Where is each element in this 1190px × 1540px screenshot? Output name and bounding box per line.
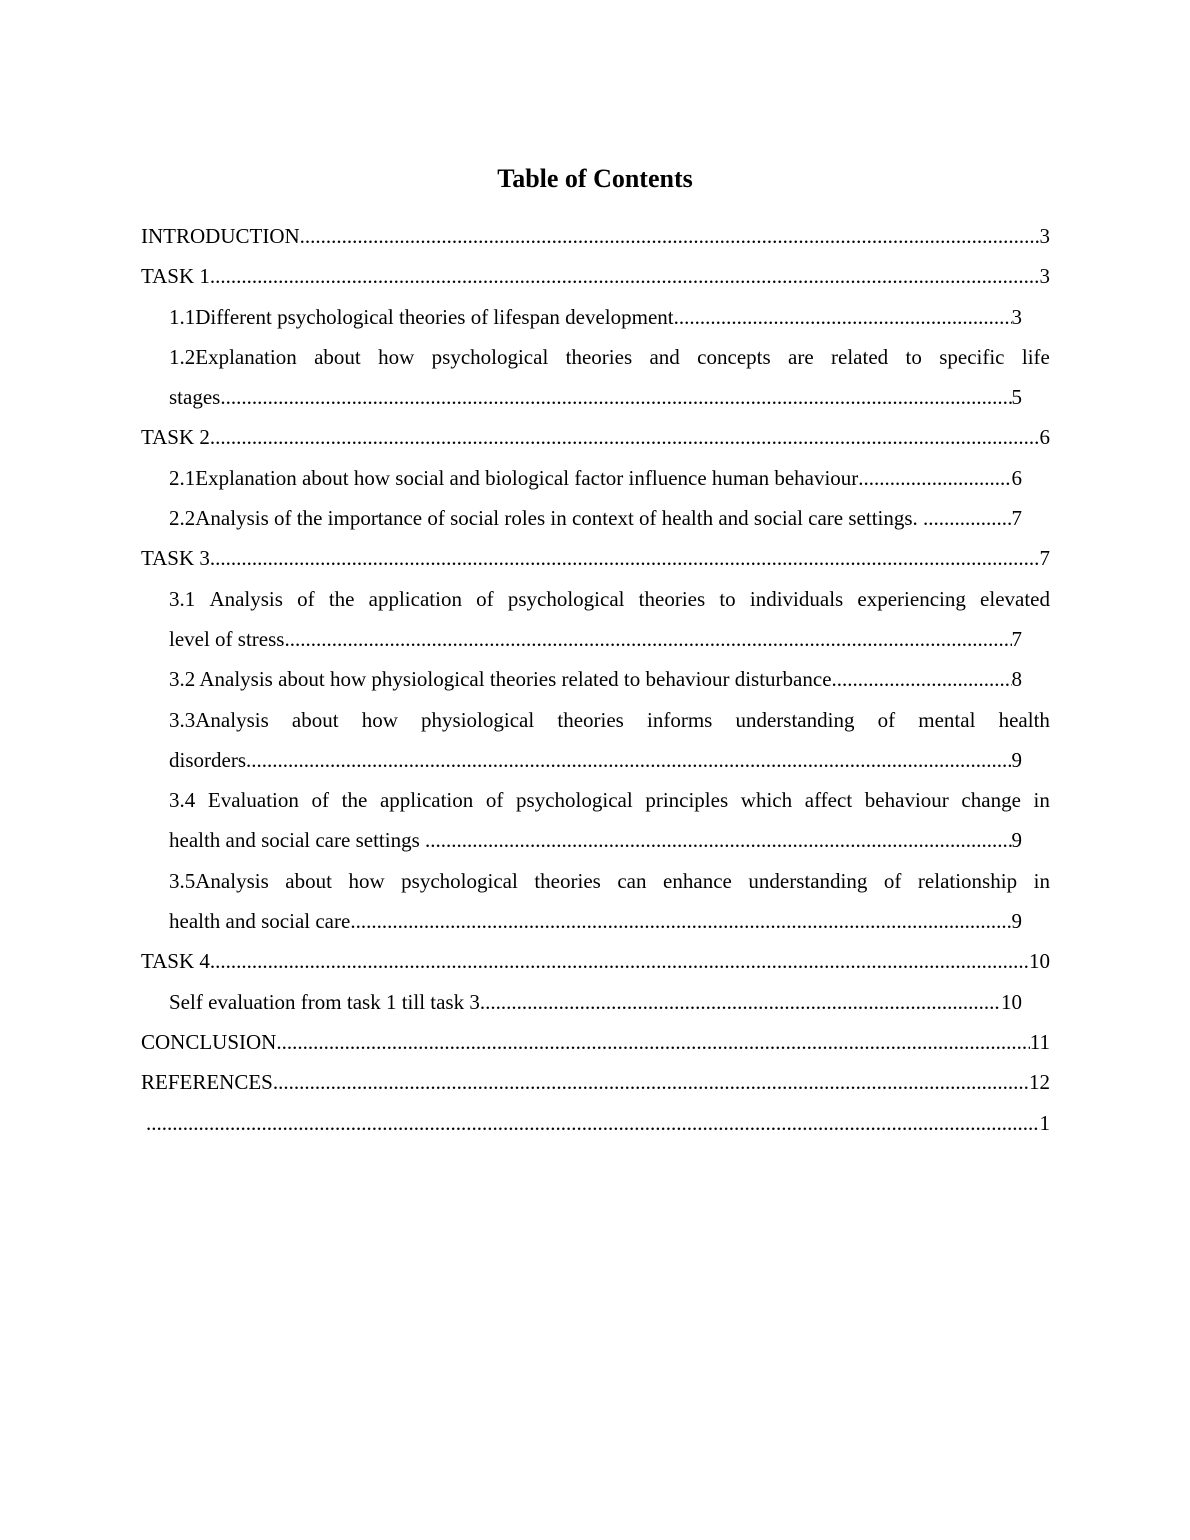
toc-word: understanding bbox=[735, 707, 855, 732]
toc-entry-label-line2: health and social care settings bbox=[169, 828, 425, 853]
toc-entry-page: 7 bbox=[1039, 546, 1050, 571]
dot-leader bbox=[210, 417, 1040, 457]
toc-entry-3-2[interactable] bbox=[169, 659, 1022, 699]
toc-word: affect bbox=[804, 788, 853, 813]
toc-word: life bbox=[1021, 344, 1050, 369]
toc-word: change bbox=[961, 788, 1021, 813]
toc-entry-2-1[interactable] bbox=[169, 458, 1022, 498]
toc-entry-label: INTRODUCTION bbox=[141, 224, 300, 248]
toc-word: of bbox=[485, 788, 504, 813]
toc-entry-page: 5 bbox=[1011, 385, 1022, 410]
dot-leader bbox=[210, 256, 1040, 296]
toc-word: of bbox=[877, 707, 896, 732]
toc-word: theories bbox=[565, 344, 633, 369]
toc-word: how bbox=[361, 707, 398, 732]
toc-entry-references[interactable] bbox=[141, 1062, 1050, 1102]
dot-leader bbox=[923, 498, 1011, 538]
toc-entry-label: 1.1Different psychological theories of lifespan development bbox=[169, 304, 674, 329]
toc-entry-label-line2: level of stress bbox=[169, 626, 285, 651]
toc-word: can bbox=[617, 868, 647, 893]
toc-entry-1-1[interactable] bbox=[169, 297, 1022, 337]
toc-entry-label-line1 bbox=[169, 780, 1050, 820]
toc-word: 3.5Analysis bbox=[169, 868, 269, 893]
toc-word: elevated bbox=[980, 586, 1050, 611]
toc-entry-2-2[interactable] bbox=[169, 498, 1022, 538]
toc-word: 3.4 bbox=[169, 788, 196, 813]
toc-entry-page: 10 bbox=[1001, 989, 1022, 1014]
toc-word: informs bbox=[647, 707, 713, 732]
toc-word: psychological bbox=[507, 586, 625, 611]
toc-word: Evaluation bbox=[207, 788, 299, 813]
toc-entry-label: 2.2Analysis of the importance of social roles in context of health and social care settings. bbox=[169, 506, 924, 531]
toc-entry-label: TASK 3 bbox=[141, 546, 210, 571]
toc-word: understanding bbox=[748, 868, 868, 893]
toc-entry-task-3[interactable] bbox=[141, 538, 1050, 578]
toc-word: 1.2Explanation bbox=[169, 344, 297, 369]
toc-word: which bbox=[740, 788, 793, 813]
toc-entry-self-evaluation[interactable] bbox=[169, 982, 1022, 1022]
toc-entry-introduction[interactable] bbox=[141, 216, 1050, 256]
toc-word: of bbox=[311, 788, 330, 813]
toc-entry-page: 10 bbox=[1029, 949, 1050, 974]
toc-word: psychological bbox=[431, 344, 549, 369]
toc-entry-page: 12 bbox=[1029, 1070, 1050, 1095]
dot-leader bbox=[425, 820, 1012, 860]
toc-entry-task-4[interactable] bbox=[141, 941, 1050, 981]
toc-entry-label-line2: disorders bbox=[169, 747, 246, 772]
dot-leader bbox=[858, 458, 1011, 498]
toc-word: how bbox=[378, 344, 415, 369]
dot-leader bbox=[480, 982, 1001, 1022]
toc-entry-3-4[interactable] bbox=[169, 780, 1050, 861]
toc-word: individuals bbox=[749, 586, 844, 611]
toc-word: to bbox=[905, 344, 922, 369]
toc-entry-page: 9 bbox=[1011, 909, 1022, 934]
dot-leader bbox=[674, 297, 1012, 337]
dot-leader bbox=[300, 216, 1040, 256]
toc-word: Analysis bbox=[209, 586, 283, 611]
toc-word: 3.3Analysis bbox=[169, 707, 269, 732]
dot-leader bbox=[146, 1103, 1040, 1143]
toc-word: enhance bbox=[663, 868, 732, 893]
toc-word: specific bbox=[939, 344, 1005, 369]
toc-entry-task-1[interactable] bbox=[141, 256, 1050, 296]
toc-word: 3.1 bbox=[169, 586, 196, 611]
toc-word: to bbox=[719, 586, 736, 611]
toc-list bbox=[141, 216, 1050, 1143]
toc-word: in bbox=[1033, 868, 1050, 893]
toc-entry-page: 9 bbox=[1011, 828, 1022, 853]
toc-entry-page: 3 bbox=[1039, 224, 1050, 248]
toc-entry-label: TASK 1 bbox=[141, 264, 210, 289]
toc-entry-label: 2.1Explanation about how social and biological factor influence human behaviour bbox=[169, 465, 859, 490]
toc-entry-page: 8 bbox=[1011, 667, 1022, 692]
toc-word: health bbox=[998, 707, 1050, 732]
dot-leader bbox=[210, 538, 1040, 578]
toc-word: application bbox=[379, 788, 474, 813]
toc-entry-label-line1 bbox=[169, 861, 1050, 901]
toc-word: principles bbox=[645, 788, 729, 813]
dot-leader bbox=[273, 1062, 1029, 1102]
toc-word: how bbox=[348, 868, 385, 893]
toc-word: physiological bbox=[421, 707, 535, 732]
toc-word: of bbox=[476, 586, 494, 611]
toc-word: theories bbox=[557, 707, 624, 732]
toc-entry-page: 7 bbox=[1011, 626, 1022, 651]
toc-entry-3-5[interactable] bbox=[169, 861, 1050, 942]
toc-entry-label-line2: stages bbox=[169, 385, 221, 410]
toc-entry-1-2[interactable] bbox=[169, 337, 1050, 418]
toc-entry-label: REFERENCES bbox=[141, 1070, 273, 1095]
toc-entry-page: 9 bbox=[1011, 747, 1022, 772]
toc-entry-label: TASK 4 bbox=[141, 949, 210, 974]
toc-word: relationship bbox=[917, 868, 1018, 893]
toc-word: the bbox=[341, 788, 368, 813]
dot-leader bbox=[220, 377, 1011, 417]
toc-word: application bbox=[368, 586, 462, 611]
toc-word: experiencing bbox=[857, 586, 966, 611]
toc-entry-label: Self evaluation from task 1 till task 3 bbox=[169, 989, 480, 1014]
toc-word: and bbox=[649, 344, 680, 369]
toc-word: about bbox=[285, 868, 332, 893]
dot-leader bbox=[276, 1022, 1029, 1062]
toc-word: are bbox=[788, 344, 814, 369]
toc-word: about bbox=[314, 344, 361, 369]
toc-entry-page: 6 bbox=[1039, 425, 1050, 450]
dot-leader bbox=[210, 941, 1029, 981]
toc-word: of bbox=[883, 868, 902, 893]
toc-word: in bbox=[1033, 788, 1050, 813]
dot-leader bbox=[350, 901, 1011, 941]
toc-word: mental bbox=[918, 707, 976, 732]
toc-entry-label-line1 bbox=[169, 700, 1050, 740]
toc-entry-task-2[interactable] bbox=[141, 417, 1050, 457]
toc-entry-3-3[interactable] bbox=[169, 700, 1050, 781]
toc-entry-label: 3.2 Analysis about how physiological theories related to behaviour disturbance bbox=[169, 667, 832, 692]
toc-entry-label-line1 bbox=[169, 337, 1050, 377]
toc-entry-page: 3 bbox=[1011, 304, 1022, 329]
dot-leader bbox=[246, 740, 1012, 780]
toc-entry-3-1[interactable] bbox=[169, 579, 1050, 660]
toc-entry-page: 3 bbox=[1039, 264, 1050, 289]
toc-word: behaviour bbox=[864, 788, 949, 813]
dot-leader bbox=[832, 659, 1012, 699]
toc-entry-page: 1 bbox=[1039, 1110, 1050, 1135]
toc-word: about bbox=[291, 707, 339, 732]
toc-word: related bbox=[831, 344, 889, 369]
toc-entry-label-line2: health and social care bbox=[169, 909, 351, 934]
toc-word: theories bbox=[638, 586, 706, 611]
toc-word: psychological bbox=[401, 868, 518, 893]
toc-entry-page: 6 bbox=[1011, 465, 1022, 490]
dot-leader bbox=[284, 619, 1011, 659]
toc-entry-label-line1 bbox=[169, 579, 1050, 619]
toc-entry-conclusion[interactable] bbox=[141, 1022, 1050, 1062]
toc-word: concepts bbox=[697, 344, 771, 369]
toc-word: the bbox=[328, 586, 355, 611]
toc-entry-label: TASK 2 bbox=[141, 425, 210, 450]
toc-word: psychological bbox=[516, 788, 633, 813]
toc-entry-label: CONCLUSION bbox=[141, 1029, 277, 1054]
toc-title: Table of Contents bbox=[497, 164, 693, 193]
toc-entry-blank[interactable] bbox=[141, 1103, 1050, 1143]
toc-entry-page: 11 bbox=[1029, 1029, 1050, 1054]
toc-word: theories bbox=[534, 868, 601, 893]
toc-entry-page: 7 bbox=[1011, 506, 1022, 531]
toc-word: of bbox=[297, 586, 315, 611]
